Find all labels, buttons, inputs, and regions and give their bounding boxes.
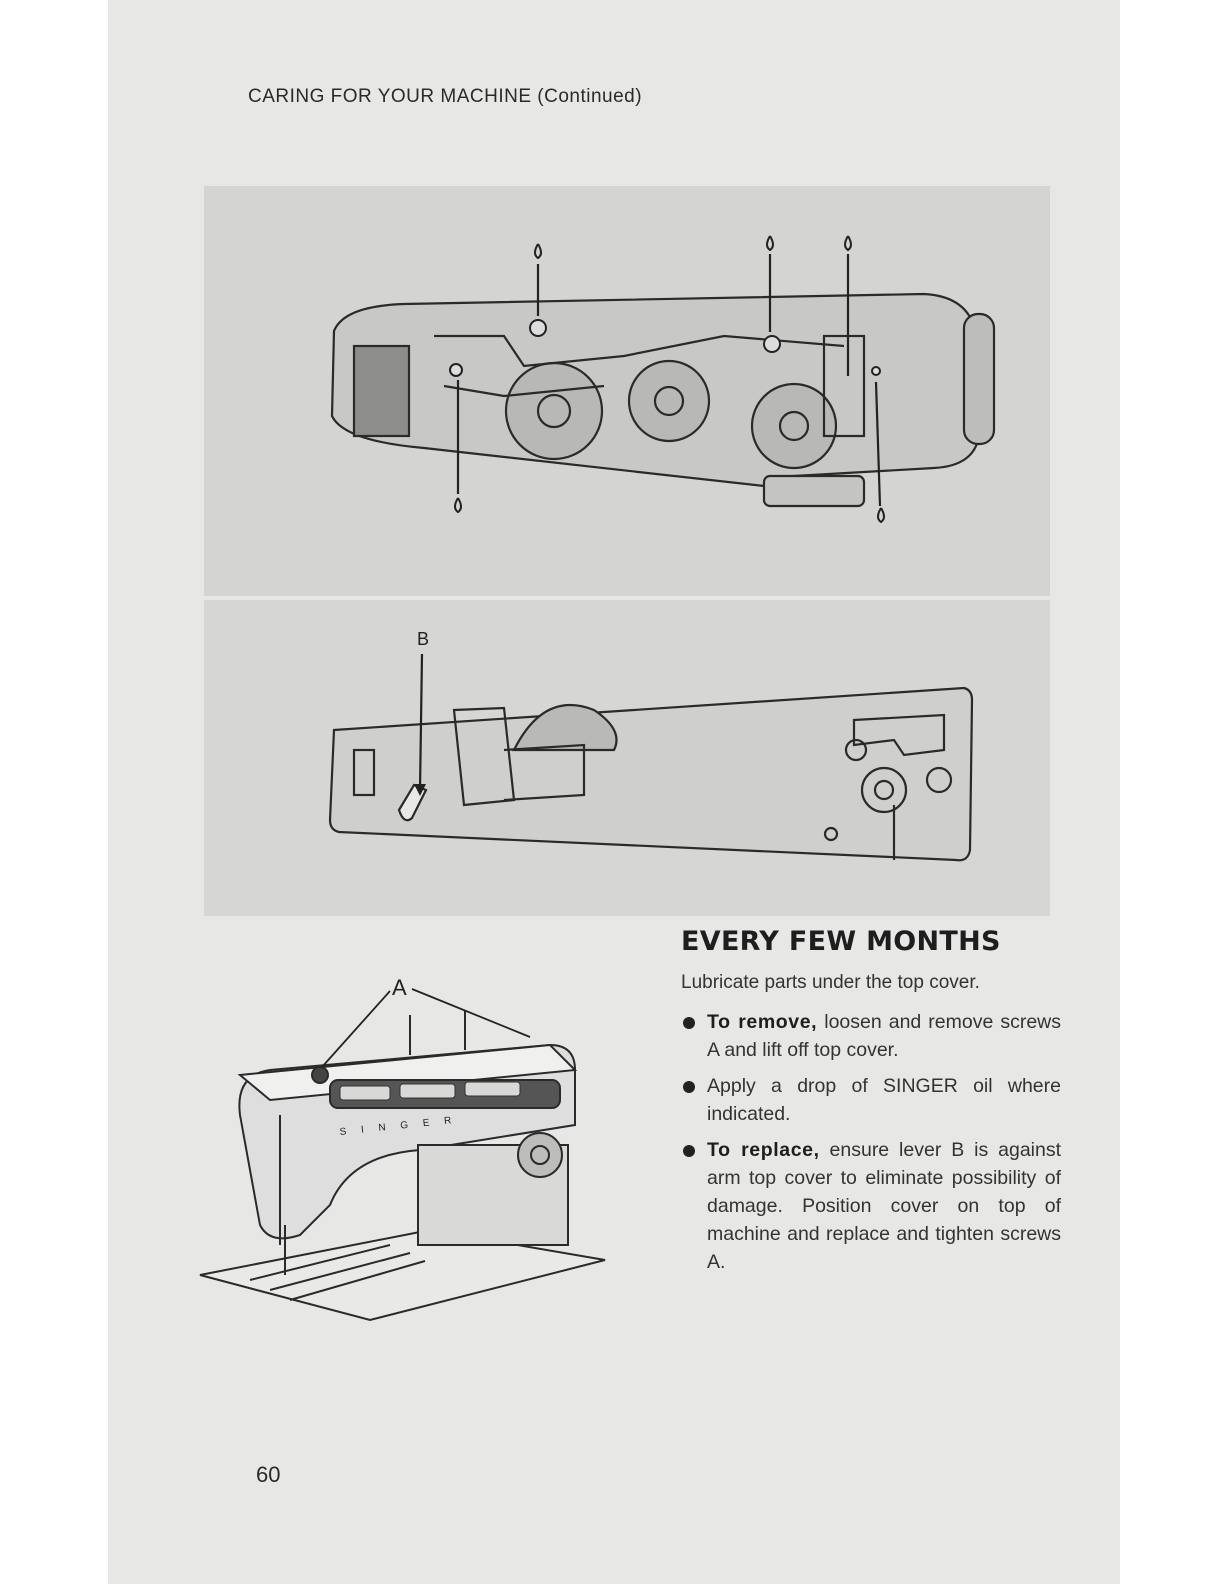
list-item <box>681 1136 1061 1276</box>
oil-points-illustration <box>204 186 1050 596</box>
machine-brand: S I N G E R <box>339 1114 458 1138</box>
page-number: 60 <box>256 1462 281 1487</box>
section-heading: EVERY FEW MONTHS <box>681 926 1001 957</box>
bullet-icon <box>683 1017 695 1029</box>
step-text: loosen and remove screws A and lift off top cover. <box>707 1011 1061 1061</box>
list-item <box>681 1072 1061 1128</box>
label-a: A <box>392 975 407 1000</box>
top-cover-illustration <box>204 600 1050 916</box>
running-head: CARING FOR YOUR MACHINE (Continued) <box>248 86 643 107</box>
section-intro: Lubricate parts under the top cover. <box>681 972 980 993</box>
label-b: B <box>417 629 430 649</box>
step-lead: To replace, <box>707 1139 820 1161</box>
bullet-icon <box>683 1145 695 1157</box>
step-text: ensure lever B is against arm top cover to eliminate possibility of damage. Position cover on top of machine and replace and tighten screws A. <box>707 1139 1062 1273</box>
instruction-list <box>681 1008 1061 1284</box>
bullet-icon <box>683 1081 695 1093</box>
step-lead: To remove, <box>707 1011 818 1033</box>
step-text: Apply a drop of SINGER oil where indicated. <box>707 1075 1061 1125</box>
sewing-machine-illustration <box>190 975 620 1355</box>
list-item <box>681 1008 1061 1064</box>
